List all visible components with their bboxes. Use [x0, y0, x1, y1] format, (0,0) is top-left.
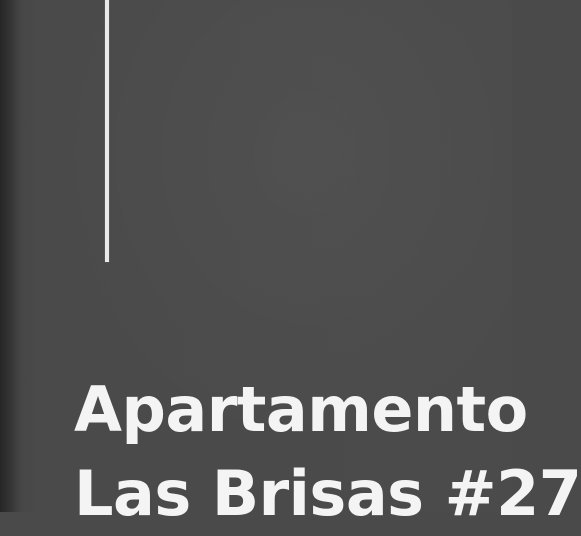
vertical-divider-line	[105, 0, 109, 262]
panel-edge-shadow	[0, 0, 14, 512]
sign-title-line-1: Apartamento	[74, 373, 528, 446]
sign-title	[74, 368, 581, 536]
sign-title-line-2: Las Brisas #27	[74, 457, 581, 530]
